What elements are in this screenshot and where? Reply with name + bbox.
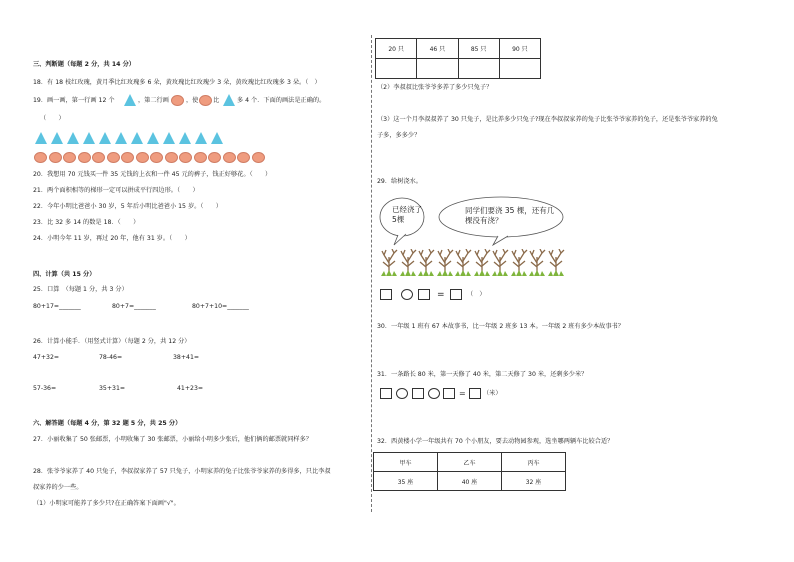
triangle-icon: [83, 132, 95, 144]
question-19-part-a: 19．画一画，第一行画 12 个: [33, 97, 115, 104]
table-header-cell: 乙车: [438, 453, 502, 472]
q26-row2-item-2: 35+31=: [99, 385, 126, 392]
question-19-part-c: ，使: [186, 97, 199, 104]
tree-icon: [399, 249, 417, 277]
tree-icon: [528, 249, 546, 277]
tree-icon: [473, 249, 491, 277]
unit-label: （米）: [483, 390, 502, 397]
column-divider: [371, 35, 372, 512]
circle-icon: [34, 152, 47, 163]
answer-box[interactable]: [469, 388, 481, 399]
section-6-title: 六、解答题（每题 4 分，第 32 题 5 分，共 25 分）: [33, 420, 182, 427]
question-18: 18．有 18 枝红玫瑰，黄月季比红玫瑰多 6 朵，黄玫瑰比红玫瑰少 3 朵，黄玫瑰比红玫瑰多 3 朵。（ ）: [33, 79, 321, 86]
circle-icon: [199, 95, 212, 106]
circle-icon: [237, 152, 250, 163]
answer-box[interactable]: [380, 289, 392, 300]
circle-icon: [78, 152, 91, 163]
question-26: 26．计算小能手．（用竖式计算）（每题 2 分，共 12 分）: [33, 338, 191, 345]
bubble-right-text: 同学们要浇 35 棵，还有几棵没有浇？: [465, 206, 555, 225]
table-header-cell: 甲车: [374, 453, 438, 472]
q26-row2-item-1: 57-36=: [33, 385, 57, 392]
triangle-icon: [147, 132, 159, 144]
question-28-line-2: 叔家养的少一些。: [33, 484, 83, 491]
question-27: 27．小丽收集了 50 张邮票，小明收集了 30 张邮票，小丽给小明多少张后，他们俩的邮票就同样多？: [33, 436, 312, 443]
bubble-tail-icon: [493, 236, 508, 245]
circle-icon: [63, 152, 76, 163]
triangle-icon: [179, 132, 191, 144]
table-cell: 85 只: [458, 39, 499, 59]
answer-box[interactable]: [450, 289, 462, 300]
question-28-sub-3-line-2: 子多，多多少？: [377, 132, 421, 139]
triangle-icon: [223, 94, 235, 106]
tree-icon: [454, 249, 472, 277]
equals-sign: =: [459, 389, 466, 398]
question-28-line-1: 28．张爷爷家养了 40 只兔子，李叔叔家养了 57 只兔子，小明家养的兔子比张爷爷家养的多得多，只比李叔: [33, 468, 331, 475]
operator-circle[interactable]: [396, 388, 408, 399]
question-31: 31．一条路长 80 米，第一天修了 40 米，第二天修了 30 米，还剩多少米？: [377, 371, 588, 378]
q25-item-2: 80+7=_______: [112, 303, 156, 310]
circle-icon: [252, 152, 265, 163]
circle-icon: [92, 152, 105, 163]
table-cell: 32 座: [502, 472, 566, 491]
operator-circle[interactable]: [428, 388, 440, 399]
triangle-icon: [131, 132, 143, 144]
bus-seat-table: [373, 452, 566, 491]
question-30: 30．一年级 1 班有 67 本故事书，比一年级 2 班多 13 本。一年级 2 班有多少本故事书？: [377, 323, 624, 330]
circle-icon: [165, 152, 178, 163]
question-19-part-b: ，第二行画: [138, 97, 169, 104]
table-cell: 90 只: [499, 39, 540, 59]
circle-icon: [194, 152, 207, 163]
question-19-part-e: 多 4 个．下面的画法是正确的。: [237, 97, 326, 104]
question-25: 25．口算 （每题 1 分，共 3 分）: [33, 286, 128, 293]
answer-cell[interactable]: [417, 59, 458, 79]
q26-row2-item-3: 41+23=: [177, 385, 204, 392]
question-28-sub-2: （2）李叔叔比张爷爷多养了多少只兔子？: [377, 84, 493, 91]
triangle-icon: [99, 132, 111, 144]
question-22: 22．今年小明比爸爸小 30 岁，5 年后小明比爸爸小 15 岁。（ ）: [33, 203, 222, 210]
tree-icon: [547, 249, 565, 277]
tree-icon: [491, 249, 509, 277]
circle-icon: [208, 152, 221, 163]
circle-icon: [49, 152, 62, 163]
tree-icon: [417, 249, 435, 277]
table-header-cell: 丙车: [502, 453, 566, 472]
circle-icon: [171, 95, 184, 106]
circle-icon: [107, 152, 120, 163]
equals-sign: =: [437, 290, 445, 300]
q26-row1-item-1: 47+32=: [33, 354, 60, 361]
circle-icon: [223, 152, 236, 163]
q26-row1-item-2: 78-46=: [99, 354, 123, 361]
question-21: 21．两个面积相等的梯形一定可以拼成平行四边形。（ ）: [33, 187, 199, 194]
question-32: 32．西黄楼小学一年级共有 70 个小朋友，要去动物园参观，选坐哪两辆车比较合适？: [377, 438, 614, 445]
q25-item-3: 80+7+10=_______: [192, 303, 249, 310]
triangle-icon: [163, 132, 175, 144]
triangle-icon: [195, 132, 207, 144]
triangle-icon: [211, 132, 223, 144]
unit-paren: （ ）: [467, 291, 486, 298]
question-24: 24．小明今年 11 岁，再过 20 年，他有 31 岁。（ ）: [33, 235, 191, 242]
rabbit-count-table: [375, 38, 541, 79]
question-20: 20．我想用 70 元钱买一件 35 元钱的上衣和一件 45 元的裤子，钱正好够花。（ ）: [33, 171, 272, 178]
triangle-icon: [115, 132, 127, 144]
answer-box[interactable]: [412, 388, 424, 399]
circle-icon: [150, 152, 163, 163]
table-cell: 40 座: [438, 472, 502, 491]
answer-cell[interactable]: [458, 59, 499, 79]
circle-icon: [121, 152, 134, 163]
table-cell: 20 只: [376, 39, 417, 59]
question-19-answer-paren: （ ）: [40, 115, 65, 122]
question-23: 23．比 32 多 14 的数是 18．（ ）: [33, 219, 140, 226]
section-3-title: 三、判断题（每题 2 分，共 14 分）: [33, 61, 135, 68]
answer-box[interactable]: [418, 289, 430, 300]
table-cell: 35 座: [374, 472, 438, 491]
triangle-icon: [51, 132, 63, 144]
bubble-left-text: 已经浇了5棵: [392, 205, 422, 224]
question-28-sub-1: （1）小明家可能养了多少只?在正确答案下面画"√"。: [33, 500, 180, 507]
question-19-part-d: 比: [213, 97, 220, 104]
operator-circle[interactable]: [401, 289, 413, 300]
triangle-icon: [124, 94, 136, 106]
answer-box[interactable]: [443, 388, 455, 399]
triangle-icon: [35, 132, 47, 144]
section-4-title: 四、计算（共 15 分）: [33, 271, 96, 278]
question-29: 29．给树浇水。: [377, 178, 422, 185]
tree-icon: [380, 249, 398, 277]
tree-icon: [510, 249, 528, 277]
q26-row1-item-3: 38+41=: [173, 354, 200, 361]
q25-item-1: 80+17=_______: [33, 303, 81, 310]
circle-icon: [136, 152, 149, 163]
table-cell: 46 只: [417, 39, 458, 59]
tree-icon: [436, 249, 454, 277]
circle-icon: [179, 152, 192, 163]
answer-cell[interactable]: [376, 59, 417, 79]
answer-cell[interactable]: [499, 59, 540, 79]
question-28-sub-3-line-1: （3）这一个月李叔叔养了 30 只兔子，是比养多少只兔子?现在李叔叔家养的兔子比张爷爷家养的兔子，还是张爷爷家养的兔: [377, 116, 718, 123]
answer-box[interactable]: [380, 388, 392, 399]
triangle-icon: [67, 132, 79, 144]
